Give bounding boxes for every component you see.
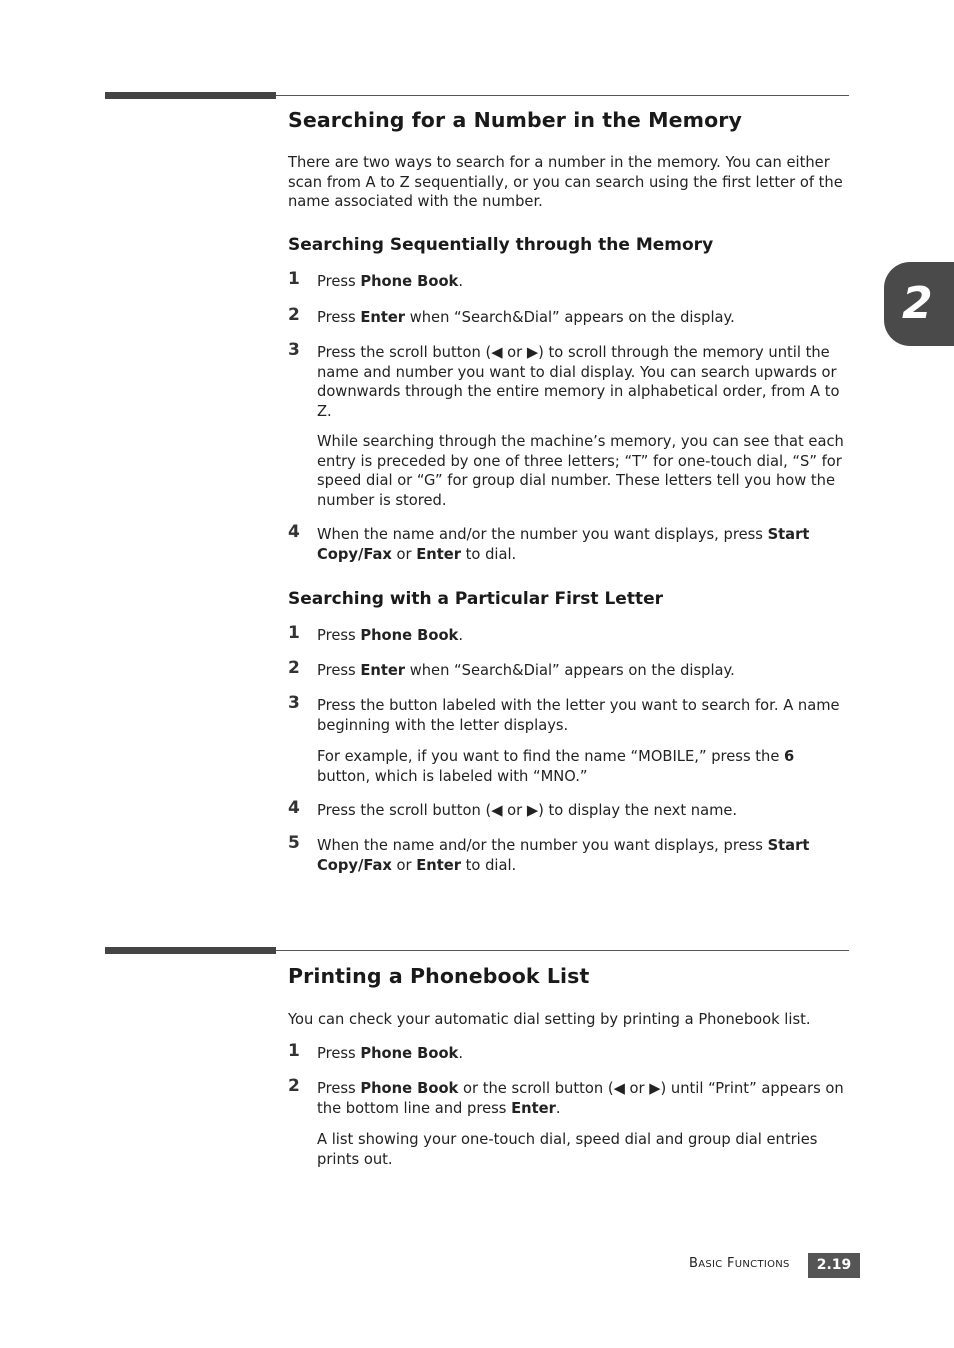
step-text: Press Enter when “Search&Dial” appears on the display. [317,309,735,326]
step-note: For example, if you want to find the name “MOBILE,” press the 6 button, which is labeled with “MNO.” [317,748,795,785]
step-text: Press Enter when “Search&Dial” appears on the display. [317,662,735,679]
divider-thick-bar [105,92,276,99]
section-title [288,108,848,132]
step-item [288,1076,848,1118]
step-text: Press Phone Book. [317,627,463,644]
step-text: Press the scroll button (◀ or ▶) to display the next name. [317,802,738,819]
step-text: Press Phone Book. [317,1045,463,1062]
chapter-tab [884,262,954,346]
step-item [288,623,848,646]
step-text: When the name and/or the number you want displays, press Start Copy/Fax or Enter to dial. [317,837,810,874]
step-item [288,305,848,328]
step-note: A list showing your one-touch dial, speed dial and group dial entries prints out. [317,1131,818,1168]
step-item [288,833,848,875]
step-item [288,658,848,681]
step-number: 3 [288,340,300,360]
step-number: 4 [288,522,300,542]
divider-thin-line [276,950,849,951]
step-text: Press the scroll button (◀ or ▶) to scroll through the memory until the name and number you want to dial display. You can search upwards or downwards through the entire memory in alphabetical order, from A to Z. [317,344,840,420]
section-title [288,964,848,988]
step-item [288,340,848,421]
step-number: 2 [288,305,300,325]
step-text: When the name and/or the number you want displays, press Start Copy/Fax or Enter to dial. [317,526,810,563]
section-intro [288,153,848,212]
section-divider [105,947,849,955]
step-number: 5 [288,833,300,853]
heading-first-letter: Searching with a Particular First Letter [288,589,664,609]
step-number: 2 [288,1076,300,1096]
chapter-number: 2 [902,278,933,329]
step-item [288,798,848,821]
step-number: 1 [288,623,300,643]
heading-sequential: Searching Sequentially through the Memory [288,235,714,255]
subsection-title [288,235,848,255]
section-divider [105,92,849,100]
heading-searching-memory: Searching for a Number in the Memory [288,108,742,132]
intro-paragraph: There are two ways to search for a number in the memory. You can either scan from A to Z sequentially, or you can search using the first letter of the name associated with the number. [288,154,843,211]
step-number: 2 [288,658,300,678]
step-text: Press Phone Book or the scroll button (◀ or ▶) until “Print” appears on the bottom line and press Enter. [317,1080,844,1117]
step-item [288,1041,848,1064]
step-note: While searching through the machine’s memory, you can see that each entry is preceded by one of three letters; “T” for one-touch dial, “S” for speed dial or “G” for group dial number. These letters tell you how the number is stored. [317,433,844,509]
subsection-title [288,589,848,609]
divider-thick-bar [105,947,276,954]
footer-section-label: BASIC FUNCTIONS [689,1256,790,1271]
step-item [288,522,848,564]
step-text: Press Phone Book. [317,273,463,290]
intro-paragraph: You can check your automatic dial setting by printing a Phonebook list. [288,1011,811,1028]
section-intro [288,1010,848,1030]
heading-phonebook-list: Printing a Phonebook List [288,964,590,988]
step-item [288,269,848,292]
step-number: 3 [288,693,300,713]
step-number: 1 [288,269,300,289]
divider-thin-line [276,95,849,96]
step-item [288,693,848,735]
step-text: Press the button labeled with the letter you want to search for. A name beginning with the letter displays. [317,697,840,734]
step-number: 1 [288,1041,300,1061]
page-number: 2.19 [808,1253,860,1278]
step-number: 4 [288,798,300,818]
